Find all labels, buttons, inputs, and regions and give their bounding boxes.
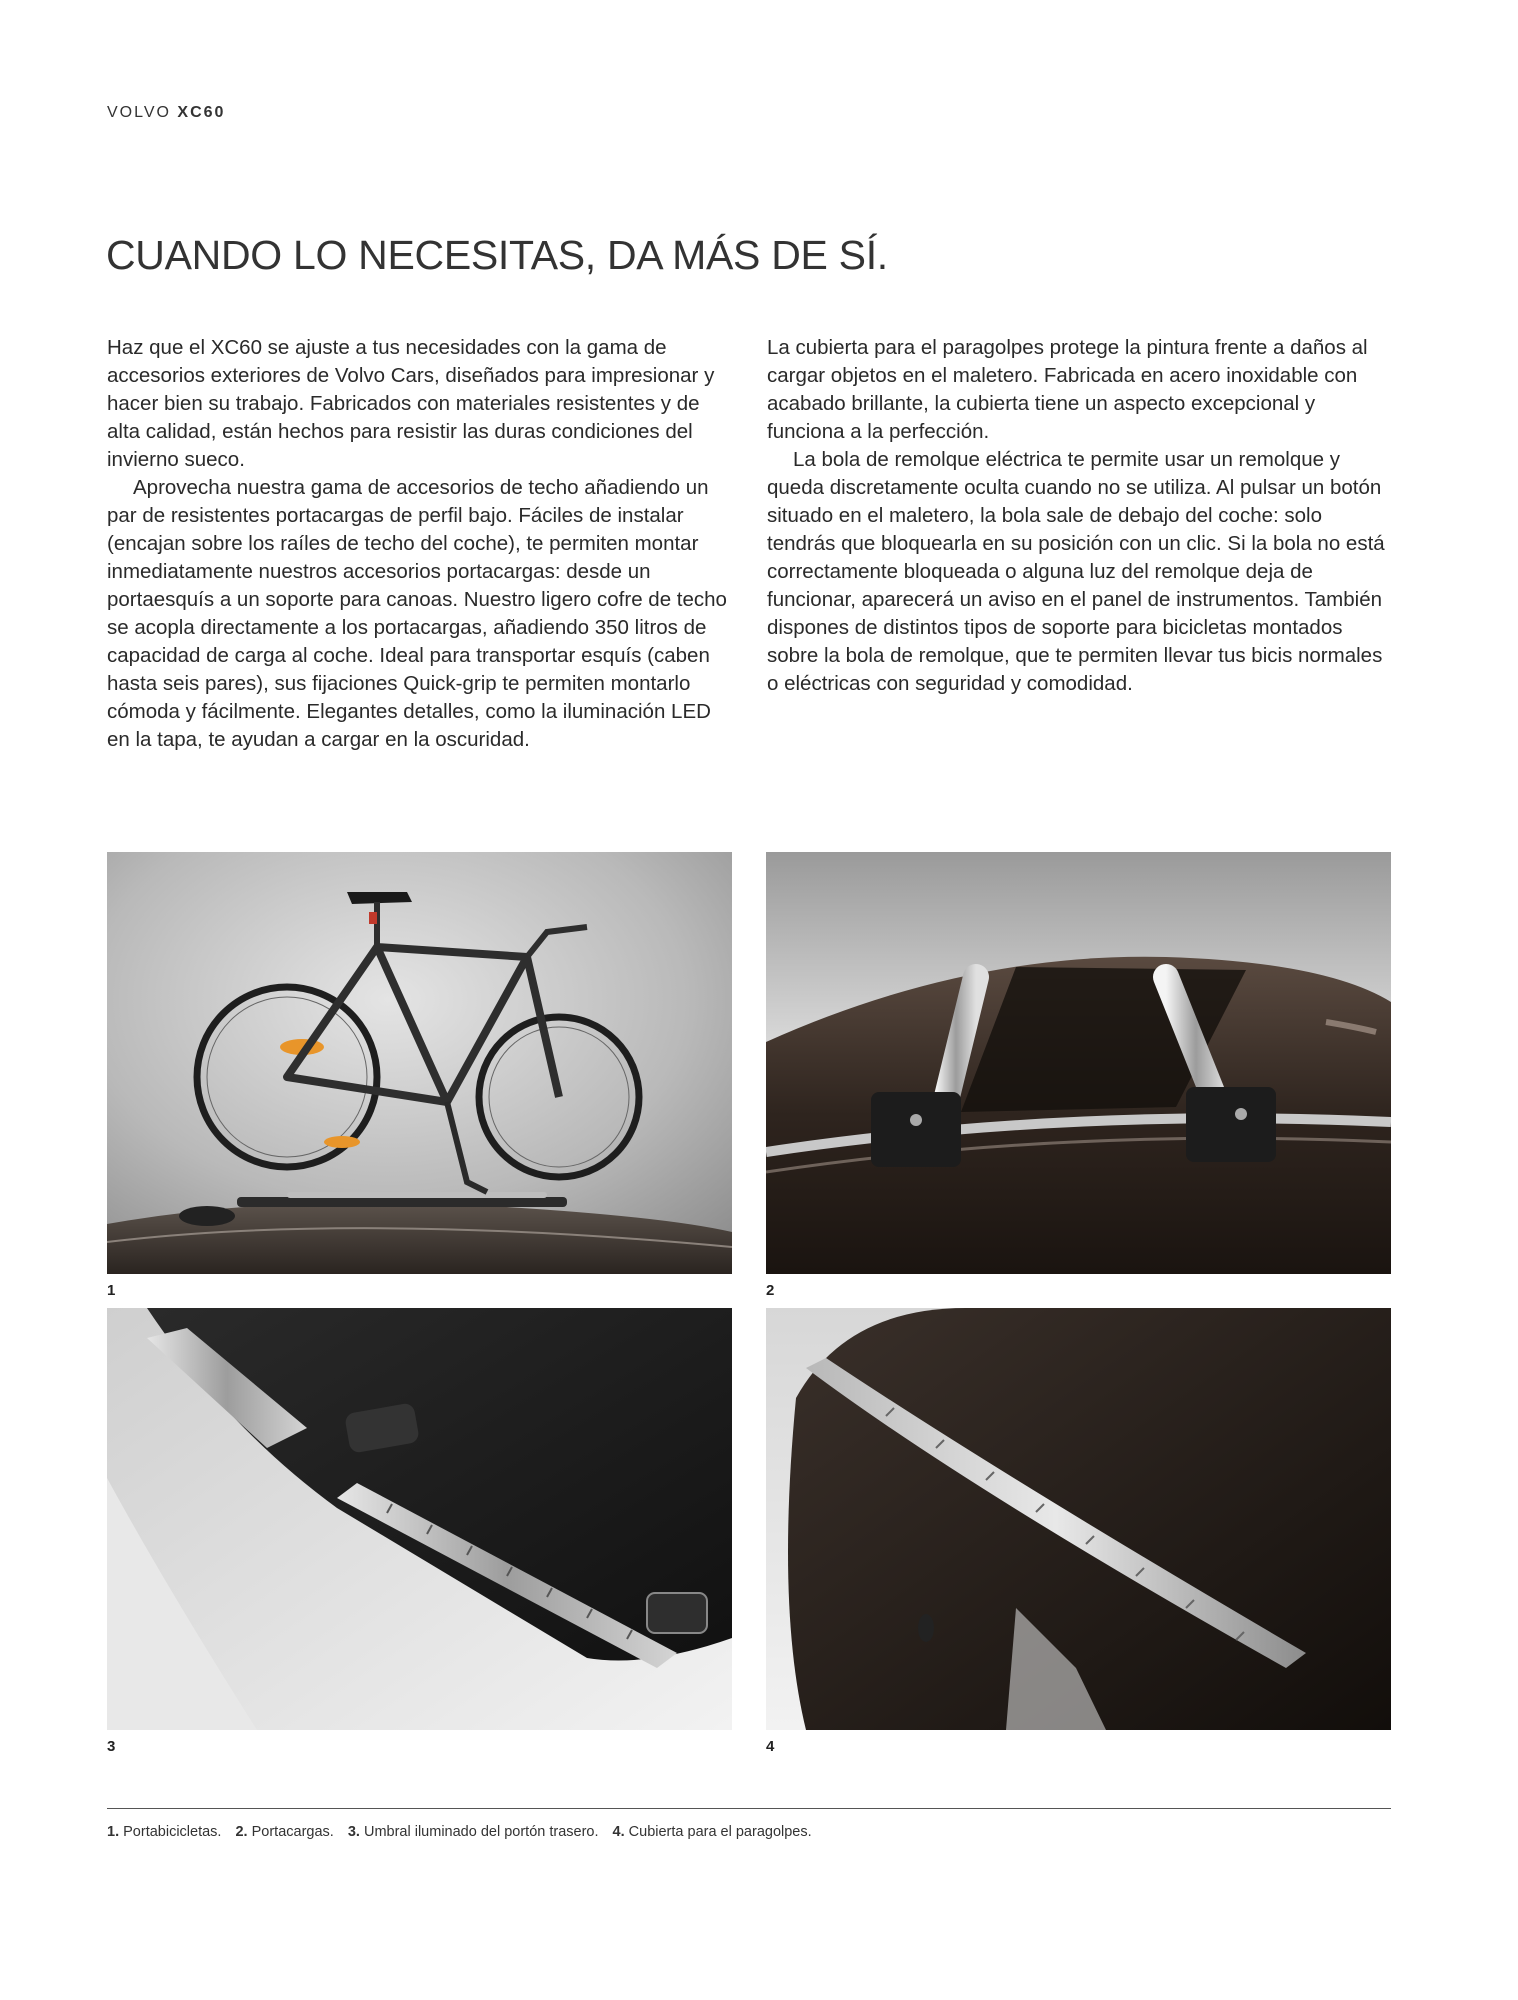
brand-name: VOLVO xyxy=(107,104,171,121)
photo-bumper-cover xyxy=(766,1308,1391,1730)
caption-text: Portabicicletas. xyxy=(123,1824,222,1840)
paragraph: Aprovecha nuestra gama de accesorios de techo añadiendo un par de resistentes portacargas de perfil bajo. Fáciles de instalar (encajan sobre los raíles de techo del coche), te permiten montar inmediatamente nuestros accesorios portacargas: desde un portaesquís a un soporte para canoas. Nuestro ligero cofre de techo se acopla directamente a los portacargas, añadiendo 350 litros de capacidad de carga al coche. Ideal para transportar esquís (caben hasta seis pares), sus fijaciones Quick-grip te permiten montarlo cómoda y fácilmente. Elegantes detalles, como la iluminación LED en la tapa, te ayudan a cargar en la oscuridad. xyxy=(107,476,727,751)
paragraph: La bola de remolque eléctrica te permite usar un remolque y queda discretamente oculta cuando no se utiliza. Al pulsar un botón situado en el maletero, la bola sale de debajo del coche: solo tendrás que bloquearla en su posición con un clic. Si la bola no está correctamente bloqueada o alguna luz del remolque deja de funcionar, aparecerá un aviso en el panel de instrumentos. También dispones de distintos tipos de soporte para bicicletas montados sobre la bola de remolque, que te permiten llevar tus bicis normales o eléctricas con seguridad y comodidad. xyxy=(767,448,1385,695)
page-title: CUANDO LO NECESITAS, DA MÁS DE SÍ. xyxy=(106,232,888,278)
caption-text: Cubierta para el paragolpes. xyxy=(628,1824,812,1840)
photo-number: 1 xyxy=(107,1282,116,1299)
caption-item xyxy=(348,1824,599,1840)
photo-bike-carrier xyxy=(107,852,732,1274)
photo-number: 4 xyxy=(766,1738,775,1755)
caption-item xyxy=(235,1824,333,1840)
divider xyxy=(107,1808,1391,1809)
caption-number: 2. xyxy=(235,1824,248,1840)
caption-number: 3. xyxy=(347,1824,360,1840)
photo-number: 2 xyxy=(766,1282,775,1299)
caption-item xyxy=(107,1824,221,1840)
photo-roof-rack xyxy=(766,852,1391,1274)
brand-header xyxy=(107,104,225,122)
paragraph: La cubierta para el paragolpes protege la pintura frente a daños al cargar objetos en el maletero. Fabricada en acero inoxidable con acabado brillante, la cubierta tiene un aspecto excepcional y funciona a la perfección. xyxy=(767,336,1368,443)
paragraph: Haz que el XC60 se ajuste a tus necesidades con la gama de accesorios exteriores de Volvo Cars, diseñados para impresionar y hacer bien su trabajo. Fabricados con materiales resistentes y de alta calidad, están hechos para resistir las duras condiciones del invierno sueco. xyxy=(107,336,715,471)
caption-number: 4. xyxy=(612,1824,625,1840)
caption-text: Umbral iluminado del portón trasero. xyxy=(363,1824,599,1840)
caption-text: Portacargas. xyxy=(251,1824,334,1840)
body-column-left xyxy=(107,334,729,754)
photo-tailgate-threshold xyxy=(107,1308,732,1730)
photo-number: 3 xyxy=(107,1738,116,1755)
caption-item xyxy=(613,1824,812,1840)
caption-list xyxy=(107,1824,822,1840)
body-column-right xyxy=(767,334,1389,698)
model-name: XC60 xyxy=(177,104,226,121)
caption-number: 1. xyxy=(107,1824,120,1840)
